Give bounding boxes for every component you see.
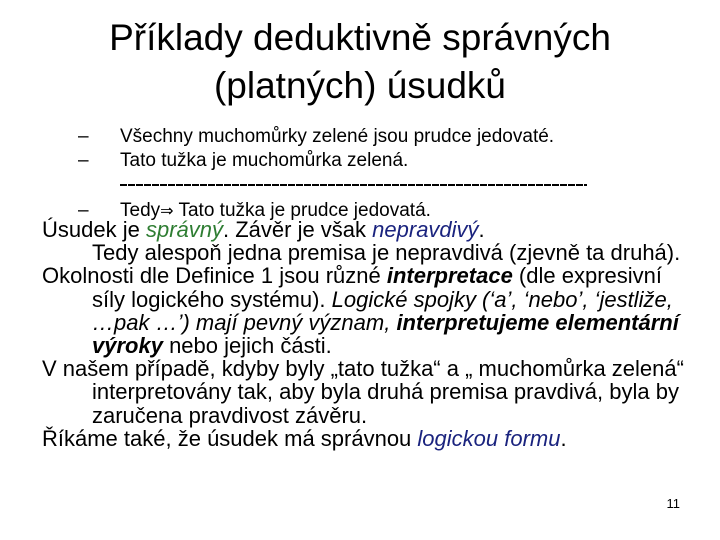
bullet-dash: – — [78, 200, 89, 221]
term-logical-form: logickou formu — [417, 425, 561, 451]
bullet-dash: – — [78, 126, 89, 147]
text-fragment: . — [478, 217, 485, 242]
text-fragment: Úsudek je — [42, 217, 146, 242]
term-elementary-propositions: interpretujeme elementární výroky — [92, 309, 679, 359]
slide-title-line-2: (platných) úsudků — [213, 65, 507, 106]
text-fragment: . Závěr je však — [223, 217, 373, 242]
text-fragment: Říkáme také, že úsudek má správnou — [42, 425, 418, 451]
conclusion-separator — [120, 180, 587, 190]
text-fragment: (dle expresivní síly logického systému). — [92, 263, 662, 312]
page-number: 11 — [666, 496, 680, 511]
premise-2-text: Tato tužka je muchomůrka zelená. — [120, 150, 409, 171]
text-fragment: . — [560, 425, 567, 451]
paragraph-logical-form — [42, 427, 692, 450]
explanation — [42, 218, 692, 450]
implies-arrow-icon: ⇒ — [160, 201, 174, 220]
paragraph-our-case: V našem případě, kdyby byly „tato tužka“ a „ muchomůrka zelená“ interpretovány tak, aby byla druhá premisa pravdivá, byla by zaručena pravdivost závěru. — [42, 356, 684, 428]
logical-connectives-note: Logické spojky (‘a’, ‘nebo’, ‘jestliže, …pak …’) mají pevný význam, — [92, 286, 673, 335]
paragraph-premise-note: Tedy alespoň jedna premisa je nepravdivá (zjevně ta druhá). — [92, 240, 681, 266]
conclusion-prefix: Tedy — [120, 200, 161, 221]
text-fragment: nebo jejich části. — [162, 333, 332, 359]
paragraph-interpretations — [42, 264, 692, 357]
term-valid: správný — [145, 217, 223, 242]
term-interpretations: interpretace — [386, 263, 513, 289]
slide-title-line-1: Příklady deduktivně správných — [109, 17, 611, 58]
term-false: nepravdivý — [372, 217, 479, 242]
slide-title — [0, 14, 720, 110]
paragraph-validity — [42, 218, 692, 264]
conclusion-body: Tato tužka je prudce jedovatá. — [173, 200, 431, 221]
text-fragment: Okolnosti dle Definice 1 jsou různé — [42, 263, 387, 289]
premise-1-text: Všechny muchomůrky zelené jsou prudce jedovaté. — [120, 126, 555, 147]
bullet-dash: – — [78, 150, 89, 171]
